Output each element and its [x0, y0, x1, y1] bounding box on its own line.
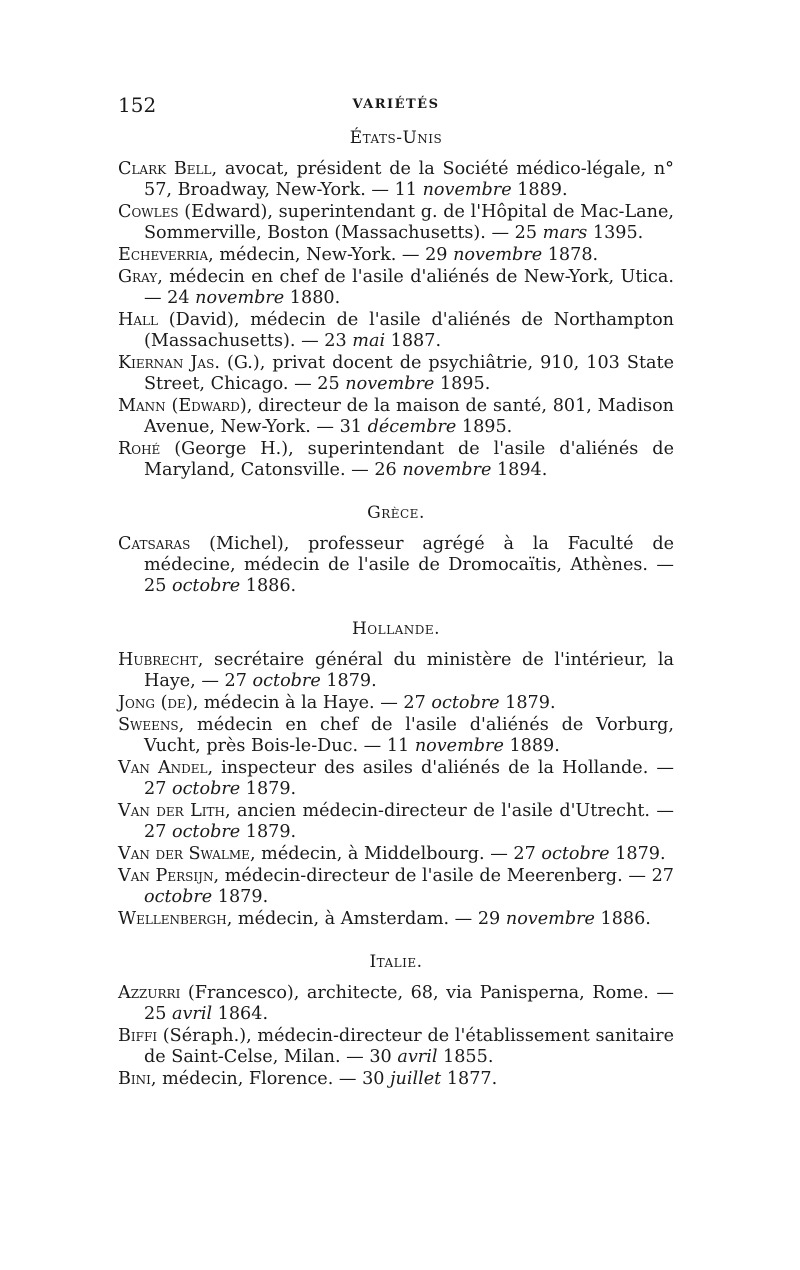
page-number: 152	[118, 93, 157, 117]
entry-date-month: novembre	[414, 736, 504, 756]
directory-entry	[118, 983, 674, 1025]
entry-name: Biffi	[118, 1026, 158, 1046]
entry-text: , médecin en chef de l'asile d'aliénés de Vorburg, Vucht, près Bois-le-Duc. — 11	[144, 715, 674, 756]
entry-date-month: mai	[352, 331, 386, 351]
entry-date-month: octobre	[171, 779, 241, 799]
entry-date-month: avril	[171, 1004, 213, 1024]
entry-date-year: 1880.	[284, 288, 341, 308]
entry-date-year: 1895.	[434, 374, 491, 394]
entry-date-month: novembre	[505, 909, 595, 929]
section-title: Italie.	[369, 952, 423, 972]
entry-date-month: octobre	[144, 887, 213, 907]
section-title: Hollande.	[351, 619, 441, 639]
section-title: Grèce.	[367, 503, 425, 523]
entry-name: Wellenbergh	[118, 909, 227, 929]
entry-name: Hall	[118, 310, 158, 330]
entry-date-month: novembre	[345, 374, 435, 394]
entry-date-year: 1879.	[212, 887, 269, 907]
directory-entry	[118, 534, 674, 597]
directory-entry	[118, 353, 674, 395]
entry-date-month: avril	[397, 1047, 438, 1067]
entry-text: , médecin en chef de l'asile d'aliénés de New-York, Utica. — 24	[144, 267, 674, 308]
entry-text: , médecin, à Amsterdam. — 29	[226, 909, 506, 929]
entry-date-year: 1879.	[609, 844, 666, 864]
entry-text: , médecin à la Haye. — 27	[192, 693, 432, 713]
entry-name: Hubrecht	[118, 650, 198, 670]
entry-name: Rohé	[118, 439, 161, 459]
entry-text: , médecin-directeur de l'asile de Meerenberg. — 27	[213, 866, 674, 886]
entry-date-year: 1886.	[594, 909, 651, 929]
directory-entry	[118, 1026, 674, 1068]
directory-entry	[118, 267, 674, 309]
entry-date-year: 1877.	[441, 1069, 498, 1089]
entry-name: Van Persijn	[118, 866, 214, 886]
directory-entry	[118, 1069, 674, 1090]
entry-name: Kiernan Jas.	[118, 353, 220, 373]
entry-text: , médecin, Florence. — 30	[150, 1069, 391, 1089]
directory-entry	[118, 866, 674, 908]
entry-name: Azzurri	[118, 983, 181, 1003]
entry-date-month: octobre	[431, 693, 500, 713]
entry-date-year: 1889.	[503, 736, 560, 756]
entry-date-year: 1879.	[499, 693, 556, 713]
entry-date-month: novembre	[453, 245, 543, 265]
entry-text: (Michel), professeur agrégé à la Faculté de médecine, médecin de l'asile de Dromocaïtis, Athènes. — 25	[144, 534, 674, 596]
entry-text: , directeur de la maison de santé, 801, Madison Avenue, New-York. — 31	[144, 396, 674, 437]
entry-name: Sweens	[118, 715, 179, 735]
entry-date-month: octobre	[171, 822, 241, 842]
entry-name: Van Andel	[118, 758, 208, 778]
entry-date-month: octobre	[171, 576, 241, 596]
entry-date-year: 1864.	[212, 1004, 269, 1024]
directory-entry	[118, 159, 674, 201]
entry-date-month: octobre	[541, 844, 610, 864]
running-head	[118, 93, 674, 117]
entry-date-month: octobre	[252, 671, 321, 691]
entry-date-year: 1855.	[437, 1047, 494, 1067]
entry-text: , inspecteur des asiles d'aliénés de la Hollande. — 27	[144, 758, 674, 799]
entry-text: (David), médecin de l'asile d'aliénés de Northampton (Massachusetts). — 23	[144, 310, 674, 351]
directory-entry	[118, 715, 674, 757]
directory-entry	[118, 310, 674, 352]
entry-name: Mann (Edward)	[118, 396, 247, 416]
directory-content	[118, 128, 674, 1091]
directory-entry	[118, 245, 674, 266]
entry-date-month: décembre	[367, 417, 457, 437]
entry-date-month: mars	[542, 223, 588, 243]
entry-text: (Francesco), architecte, 68, via Panisperna, Rome. — 25	[144, 983, 674, 1024]
entry-text: , médecin, New-York. — 29	[208, 245, 454, 265]
entry-text: (G.), privat docent de psychiâtrie, 910, 103 State Street, Chicago. — 25	[144, 353, 674, 394]
entry-date-year: 1879.	[320, 671, 377, 691]
entry-name: Gray	[118, 267, 158, 287]
entry-name: Van der Swalme	[118, 844, 250, 864]
entry-date-year: 1886.	[240, 576, 297, 596]
entry-name: Echeverria	[118, 245, 209, 265]
entry-text: (Edward), superintendant g. de l'Hôpital de Mac-Lane, Sommerville, Boston (Massachusetts). — 25	[144, 202, 674, 243]
entry-text: (Séraph.), médecin-directeur de l'établissement sanitaire de Saint-Celse, Milan. — 30	[144, 1026, 674, 1067]
directory-entry	[118, 396, 674, 438]
entry-date-year: 1879.	[240, 822, 297, 842]
directory-entry	[118, 844, 674, 865]
entry-name: Van der Lith	[118, 801, 225, 821]
entry-date-year: 1395.	[587, 223, 644, 243]
directory-entry	[118, 909, 674, 930]
directory-entry	[118, 439, 674, 481]
entry-text: , médecin, à Middelbourg. — 27	[249, 844, 542, 864]
entry-date-year: 1894.	[491, 460, 548, 480]
running-title: VARIÉTÉS	[352, 97, 440, 112]
entry-date-month: novembre	[402, 460, 492, 480]
entry-name: Clark Bell	[118, 159, 212, 179]
entry-date-month: juillet	[390, 1069, 442, 1089]
directory-entry	[118, 801, 674, 843]
entry-text: , ancien médecin-directeur de l'asile d'Utrecht. — 27	[144, 801, 674, 842]
entry-name: Jong (de)	[118, 693, 193, 713]
entry-text: , avocat, président de la Société médico-légale, n° 57, Broadway, New-York. — 11	[144, 159, 674, 200]
entry-text: (George H.), superintendant de l'asile d'aliénés de Maryland, Catonsville. — 26	[144, 439, 674, 480]
directory-entry	[118, 758, 674, 800]
entry-date-year: 1878.	[542, 245, 599, 265]
entry-text: , secrétaire général du ministère de l'intérieur, la Haye, — 27	[144, 650, 674, 691]
entry-name: Bini	[118, 1069, 151, 1089]
directory-entry	[118, 650, 674, 692]
directory-entry	[118, 693, 674, 714]
directory-entry	[118, 202, 674, 244]
section-title: États-Unis	[349, 128, 443, 148]
entry-date-year: 1887.	[385, 331, 442, 351]
entry-date-year: 1889.	[511, 180, 568, 200]
entry-date-month: novembre	[422, 180, 512, 200]
entry-date-month: novembre	[195, 288, 285, 308]
entry-name: Cowles	[118, 202, 179, 222]
entry-date-year: 1895.	[456, 417, 513, 437]
entry-date-year: 1879.	[240, 779, 297, 799]
entry-name: Catsaras	[118, 534, 191, 554]
